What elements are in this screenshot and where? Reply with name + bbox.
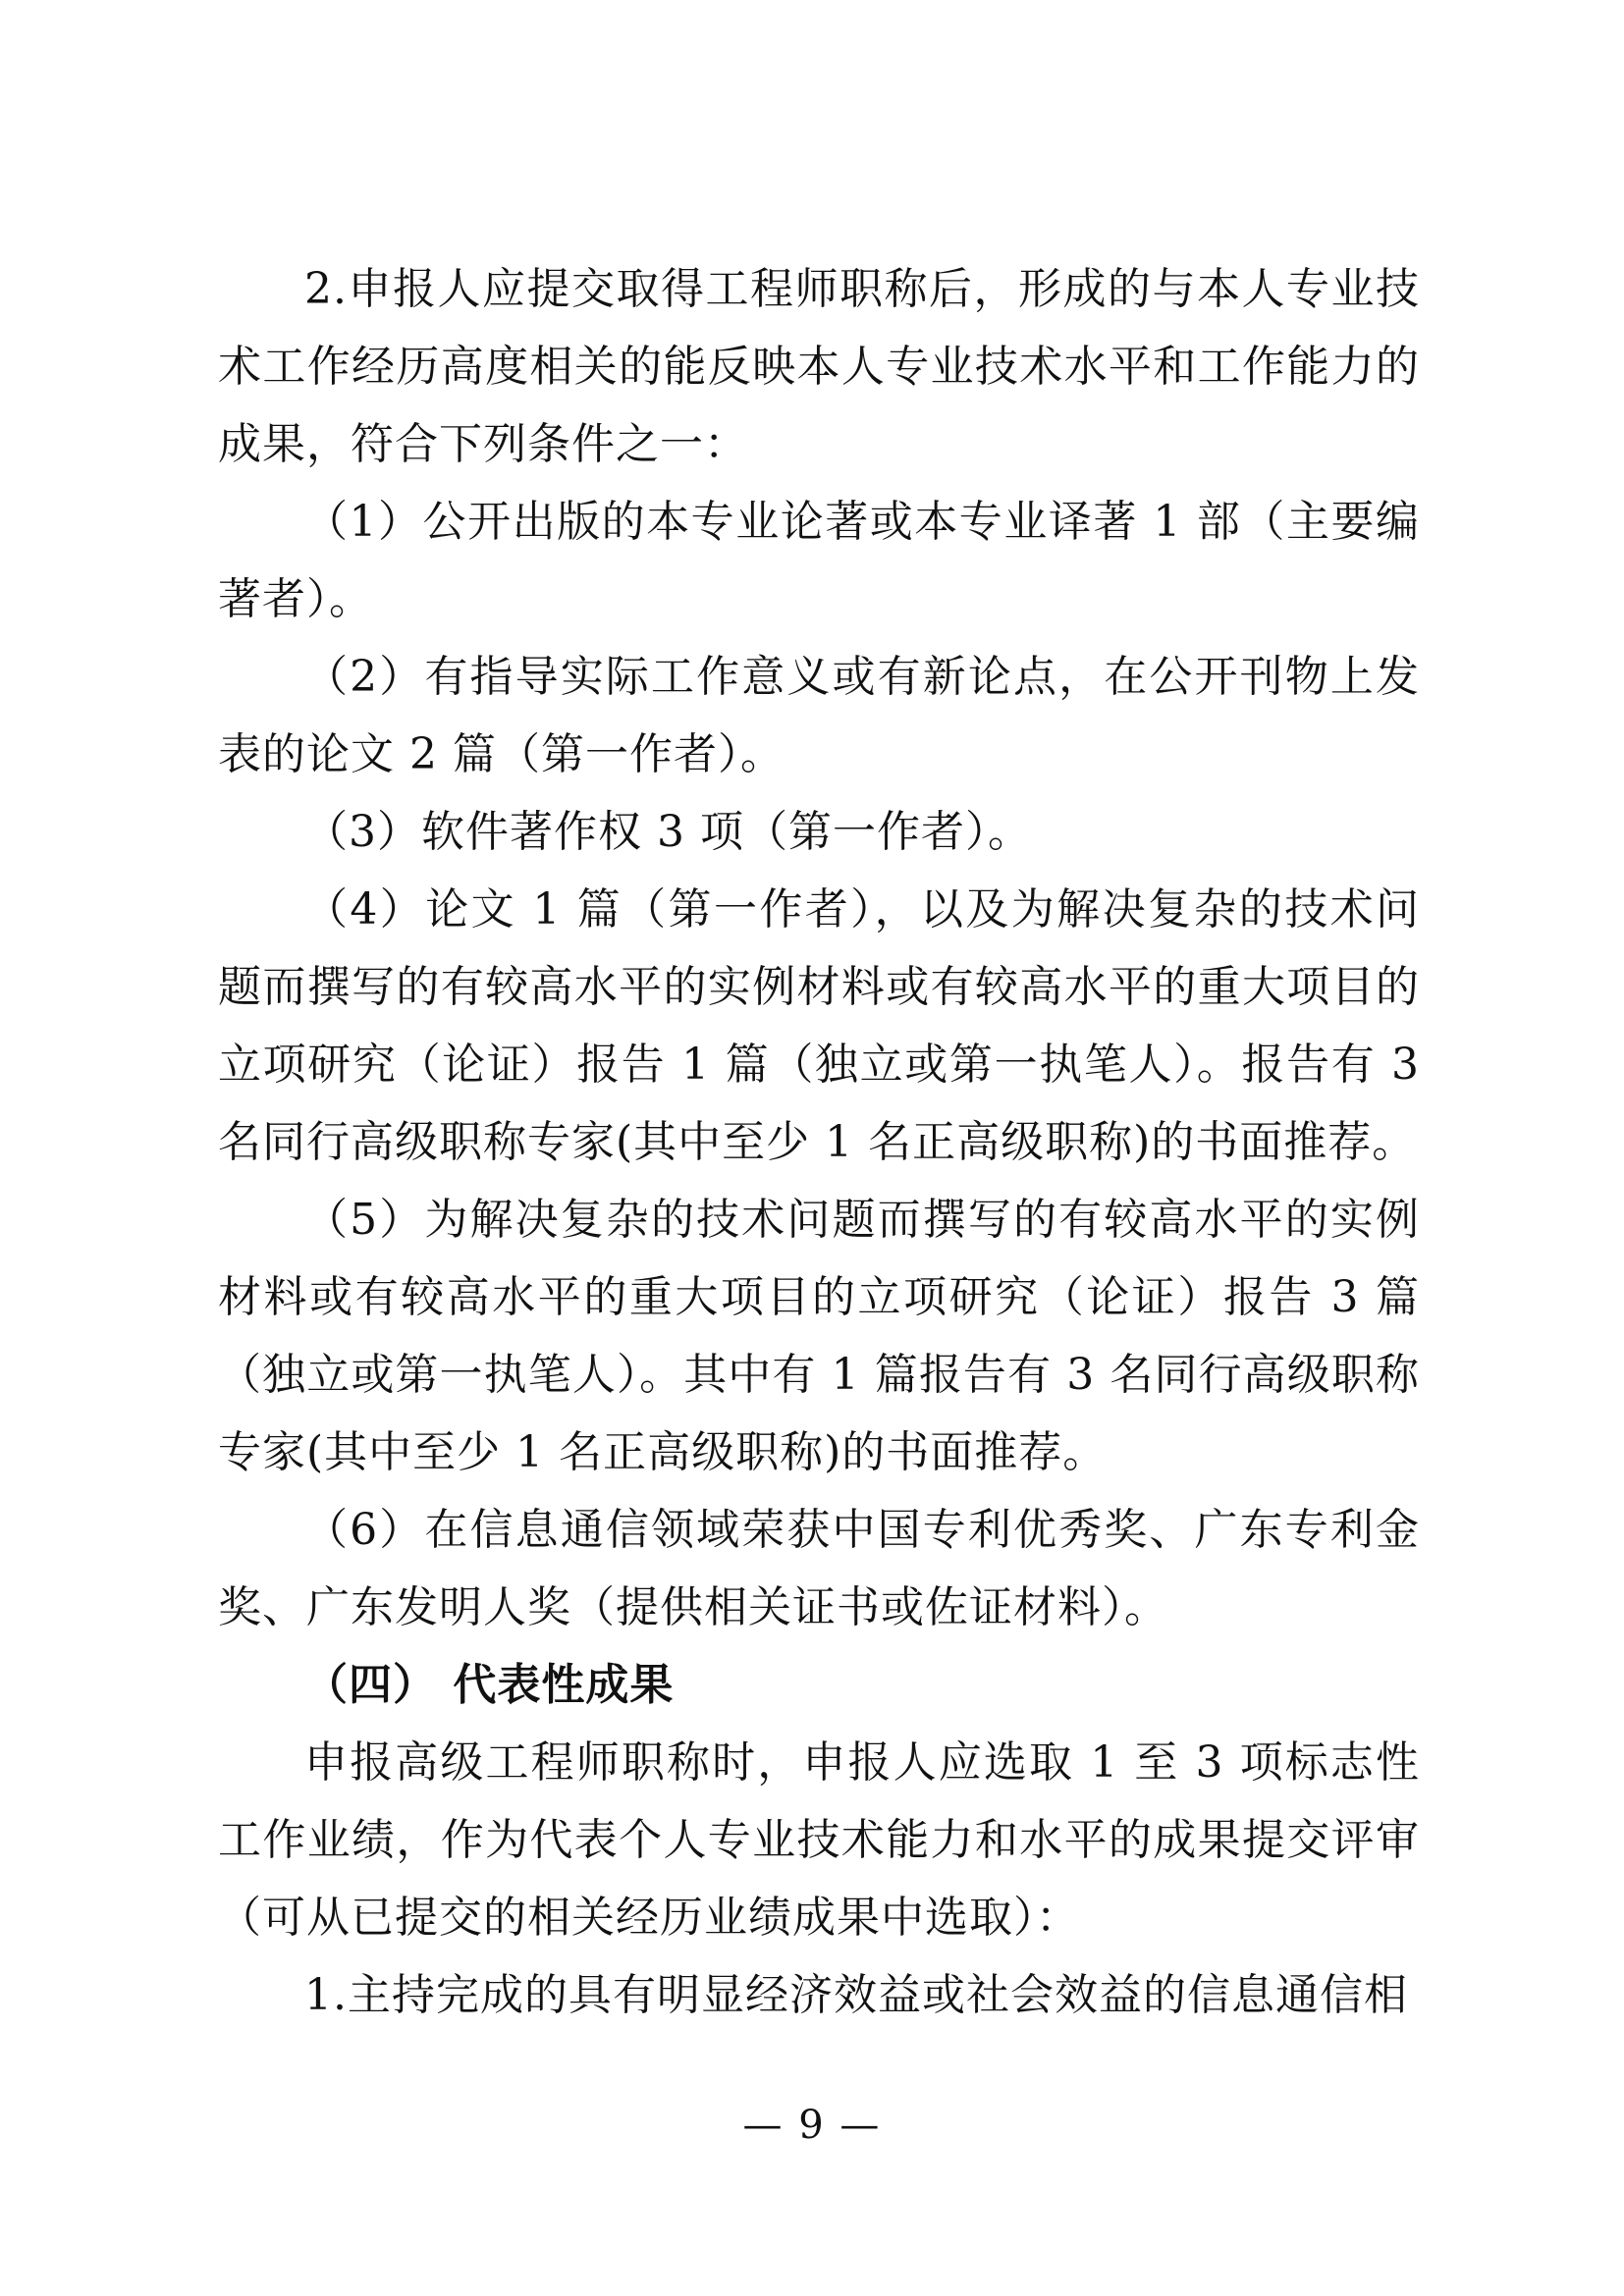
- paragraph-condition-6: （6）在信息通信领域荣获中国专利优秀奖、广东专利金奖、广东发明人奖（提供相关证书或佐证材料）。: [218, 1505, 1420, 1632]
- section-heading: （四） 代表性成果: [304, 1660, 675, 1710]
- paragraph-condition-4: （4）论文 1 篇（第一作者），以及为解决复杂的技术问题而撰写的有较高水平的实例材料或有较高水平的重大项目的立项研究（论证）报告 1 篇（独立或第一执笔人）。报告有 3 名同行高级职称专家(其中至少 1 名正高级职称)的书面推荐。: [218, 884, 1420, 1167]
- paragraph-condition-2: （2）有指导实际工作意义或有新论点，在公开刊物上发表的论文 2 篇（第一作者）。: [218, 652, 1420, 779]
- paragraph-requirement-2: 2.申报人应提交取得工程师职称后，形成的与本人专业技术工作经历高度相关的能反映本人专业技术水平和工作能力的成果，符合下列条件之一：: [218, 264, 1420, 469]
- page-number: — 9 —: [742, 2103, 882, 2148]
- paragraph-representative-1: 1.主持完成的具有明显经济效益或社会效益的信息通信相: [304, 1970, 1408, 2020]
- paragraph-representative-intro: 申报高级工程师职称时，申报人应选取 1 至 3 项标志性工作业绩，作为代表个人专业技术能力和水平的成果提交评审（可从已提交的相关经历业绩成果中选取）：: [218, 1737, 1420, 1943]
- paragraph-condition-1: （1）公开出版的本专业论著或本专业译著 1 部（主要编著者）。: [218, 497, 1420, 624]
- document-body: [218, 250, 1420, 2034]
- paragraph-condition-5: （5）为解决复杂的技术问题而撰写的有较高水平的实例材料或有较高水平的重大项目的立项研究（论证）报告 3 篇（独立或第一执笔人）。其中有 1 篇报告有 3 名同行高级职称专家(其中至少 1 名正高级职称)的书面推荐。: [218, 1195, 1420, 1477]
- paragraph-condition-3: （3）软件著作权 3 项（第一作者）。: [304, 807, 1032, 857]
